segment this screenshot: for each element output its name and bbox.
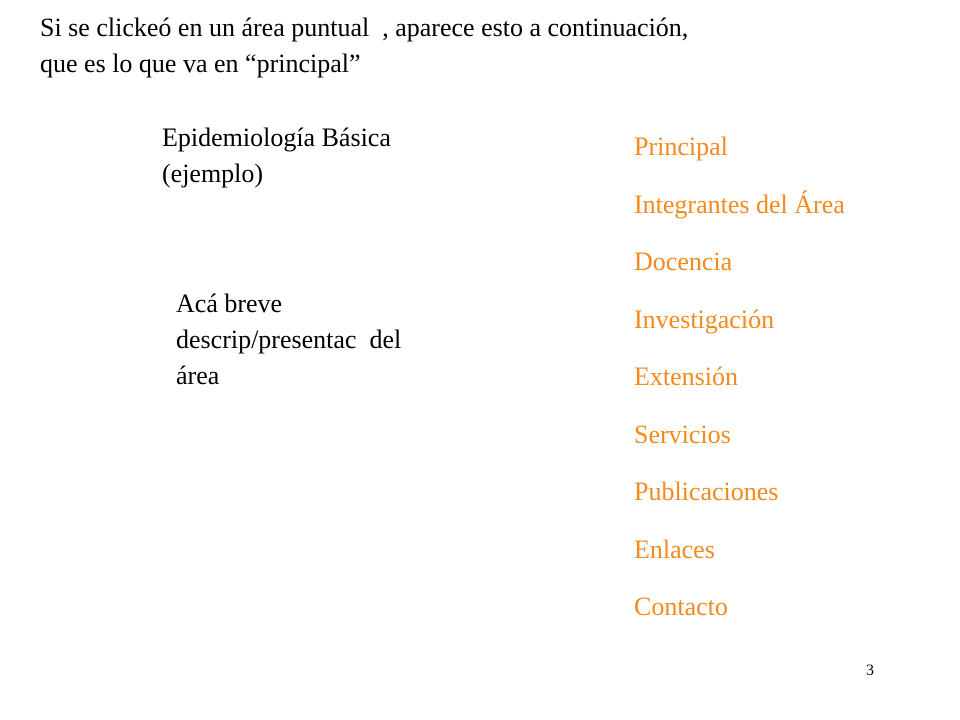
area-title-line: Epidemiología Básica: [162, 123, 391, 152]
menu-item-investigacion[interactable]: Investigación: [634, 304, 775, 334]
menu-item-extension[interactable]: Extensión: [634, 362, 738, 391]
area-title: [162, 120, 482, 192]
menu-item-contacto[interactable]: Contacto: [634, 592, 728, 621]
area-description-line: Acá breve: [176, 289, 283, 318]
page-number: 3: [866, 662, 874, 679]
menu-item-publicaciones[interactable]: Publicaciones: [634, 477, 779, 506]
menu-item-principal[interactable]: Principal: [634, 132, 728, 161]
intro-line: que es lo que va en “principal”: [40, 49, 361, 78]
menu-item-enlaces[interactable]: Enlaces: [634, 534, 715, 564]
intro-line: Si se clickeó en un área puntual , aparece esto a continuación,: [40, 13, 689, 42]
area-menu: [634, 122, 934, 640]
menu-item-servicios[interactable]: Servicios: [634, 419, 731, 449]
area-description-line: área: [176, 361, 220, 390]
intro-text: [40, 10, 920, 82]
menu-item-docencia[interactable]: Docencia: [634, 247, 733, 276]
area-title-line: (ejemplo): [162, 159, 264, 188]
menu-item-integrantes[interactable]: Integrantes del Área: [634, 189, 845, 219]
area-description: [176, 286, 476, 394]
area-description-line: descrip/presentac del: [176, 325, 402, 354]
